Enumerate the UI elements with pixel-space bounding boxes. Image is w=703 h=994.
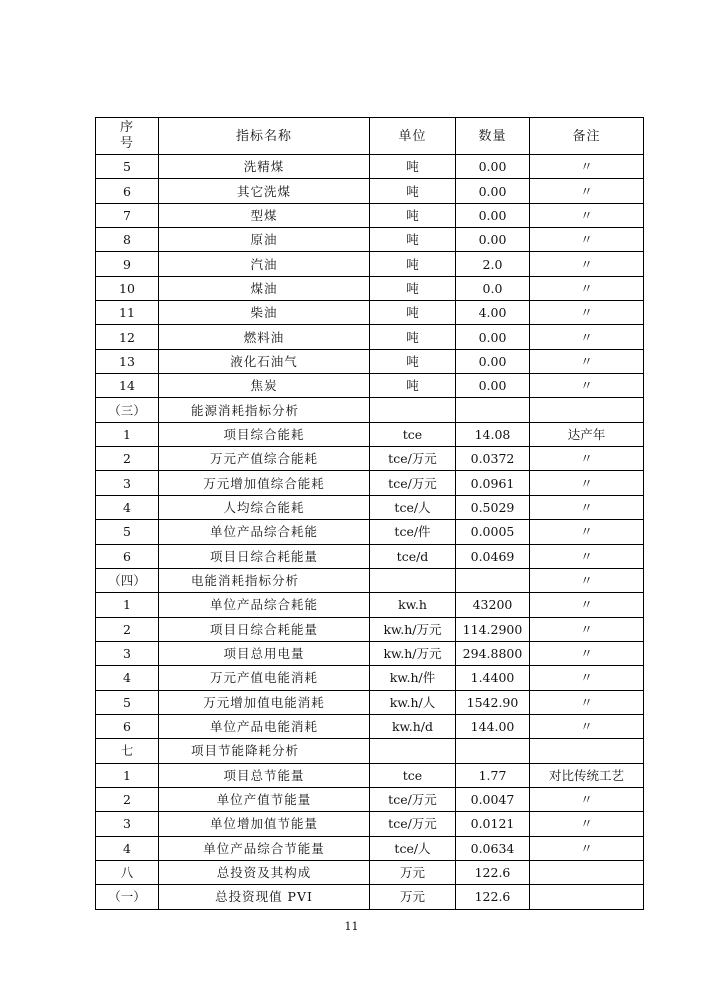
cell-seq: 3 <box>96 641 159 665</box>
cell-qty: 0.00 <box>456 155 530 179</box>
cell-note: 〃 <box>530 714 644 738</box>
cell-seq: 4 <box>96 495 159 519</box>
table-row <box>96 179 644 203</box>
cell-name: 项目总节能量 <box>159 763 370 787</box>
cell-unit: tce <box>370 763 456 787</box>
table-row <box>96 641 644 665</box>
cell-seq: 5 <box>96 155 159 179</box>
cell-name: 单位增加值节能量 <box>159 812 370 836</box>
cell-seq: 6 <box>96 179 159 203</box>
cell-name: 单位产品综合耗能 <box>159 520 370 544</box>
cell-unit: tce/人 <box>370 836 456 860</box>
cell-note <box>530 885 644 909</box>
cell-qty: 0.0 <box>456 276 530 300</box>
cell-unit: 吨 <box>370 228 456 252</box>
cell-seq: 12 <box>96 325 159 349</box>
cell-qty: 122.6 <box>456 860 530 884</box>
table-row <box>96 885 644 909</box>
cell-note: 〃 <box>530 666 644 690</box>
cell-qty: 0.00 <box>456 203 530 227</box>
cell-name: 项目节能降耗分析 <box>159 739 370 763</box>
cell-note: 〃 <box>530 520 644 544</box>
cell-unit: 吨 <box>370 155 456 179</box>
cell-seq: 9 <box>96 252 159 276</box>
cell-seq: 八 <box>96 860 159 884</box>
cell-note: 〃 <box>530 641 644 665</box>
cell-name: 项目日综合耗能量 <box>159 544 370 568</box>
cell-unit: kw.h/件 <box>370 666 456 690</box>
cell-note: 〃 <box>530 179 644 203</box>
cell-note: 〃 <box>530 690 644 714</box>
header-note: 备注 <box>530 118 644 155</box>
cell-unit: tce/万元 <box>370 787 456 811</box>
cell-seq: （四） <box>96 568 159 592</box>
cell-name: 项目总用电量 <box>159 641 370 665</box>
cell-qty: 0.0372 <box>456 447 530 471</box>
cell-unit: 吨 <box>370 252 456 276</box>
cell-unit: tce/万元 <box>370 447 456 471</box>
cell-unit <box>370 398 456 422</box>
table-row <box>96 422 644 446</box>
cell-name: 总投资现值 PVI <box>159 885 370 909</box>
cell-qty: 0.0634 <box>456 836 530 860</box>
cell-qty: 0.0005 <box>456 520 530 544</box>
cell-seq: 2 <box>96 617 159 641</box>
cell-unit: tce/d <box>370 544 456 568</box>
cell-note: 〃 <box>530 325 644 349</box>
cell-qty: 2.0 <box>456 252 530 276</box>
cell-qty: 43200 <box>456 593 530 617</box>
cell-unit: kw.h/人 <box>370 690 456 714</box>
cell-seq: 2 <box>96 787 159 811</box>
cell-qty: 294.8800 <box>456 641 530 665</box>
cell-name: 万元增加值电能消耗 <box>159 690 370 714</box>
cell-unit <box>370 568 456 592</box>
cell-qty: 1.4400 <box>456 666 530 690</box>
table-header-row <box>96 118 644 155</box>
cell-unit: tce <box>370 422 456 446</box>
table-row <box>96 836 644 860</box>
cell-note: 〃 <box>530 301 644 325</box>
cell-seq: 5 <box>96 690 159 714</box>
cell-unit: tce/人 <box>370 495 456 519</box>
table-row <box>96 860 644 884</box>
cell-unit: 万元 <box>370 885 456 909</box>
table-row <box>96 471 644 495</box>
cell-unit: kw.h/万元 <box>370 617 456 641</box>
cell-qty: 1542.90 <box>456 690 530 714</box>
cell-qty: 0.00 <box>456 179 530 203</box>
cell-qty: 0.0469 <box>456 544 530 568</box>
cell-note: 〃 <box>530 252 644 276</box>
table-row <box>96 374 644 398</box>
cell-note: 〃 <box>530 349 644 373</box>
cell-qty: 122.6 <box>456 885 530 909</box>
cell-note: 〃 <box>530 203 644 227</box>
cell-unit: 吨 <box>370 301 456 325</box>
cell-seq: 6 <box>96 714 159 738</box>
cell-seq: 3 <box>96 812 159 836</box>
cell-seq: 10 <box>96 276 159 300</box>
cell-note: 〃 <box>530 155 644 179</box>
cell-note: 〃 <box>530 836 644 860</box>
cell-unit: 吨 <box>370 179 456 203</box>
cell-note: 〃 <box>530 447 644 471</box>
cell-seq: 8 <box>96 228 159 252</box>
cell-unit: tce/万元 <box>370 471 456 495</box>
cell-note: 〃 <box>530 471 644 495</box>
cell-note: 对比传统工艺 <box>530 763 644 787</box>
cell-seq: 1 <box>96 422 159 446</box>
table-row <box>96 276 644 300</box>
cell-note <box>530 860 644 884</box>
cell-name: 项目日综合耗能量 <box>159 617 370 641</box>
header-seq-line1: 序 <box>119 120 134 135</box>
cell-name: 万元增加值综合能耗 <box>159 471 370 495</box>
cell-seq: 6 <box>96 544 159 568</box>
cell-note: 〃 <box>530 568 644 592</box>
cell-note: 〃 <box>530 374 644 398</box>
cell-qty <box>456 398 530 422</box>
header-seq-line2: 号 <box>119 136 134 151</box>
cell-unit: tce/万元 <box>370 812 456 836</box>
header-qty: 数量 <box>456 118 530 155</box>
cell-seq: （一） <box>96 885 159 909</box>
cell-qty: 0.00 <box>456 325 530 349</box>
cell-unit: kw.h/万元 <box>370 641 456 665</box>
table-row <box>96 447 644 471</box>
table-row <box>96 252 644 276</box>
table-row <box>96 398 644 422</box>
table-row <box>96 812 644 836</box>
table-row <box>96 349 644 373</box>
cell-name: 单位产品综合耗能 <box>159 593 370 617</box>
cell-name: 人均综合能耗 <box>159 495 370 519</box>
cell-seq: 14 <box>96 374 159 398</box>
cell-qty <box>456 739 530 763</box>
cell-qty: 0.0961 <box>456 471 530 495</box>
table-row <box>96 495 644 519</box>
cell-unit: 吨 <box>370 374 456 398</box>
cell-name: 煤油 <box>159 276 370 300</box>
cell-seq: 4 <box>96 666 159 690</box>
cell-qty: 0.0121 <box>456 812 530 836</box>
cell-qty: 4.00 <box>456 301 530 325</box>
cell-qty: 114.2900 <box>456 617 530 641</box>
table-row <box>96 301 644 325</box>
cell-seq: 1 <box>96 763 159 787</box>
cell-note <box>530 398 644 422</box>
cell-qty: 0.5029 <box>456 495 530 519</box>
cell-note: 〃 <box>530 787 644 811</box>
cell-unit: 吨 <box>370 325 456 349</box>
cell-unit: 吨 <box>370 349 456 373</box>
cell-qty: 1.77 <box>456 763 530 787</box>
cell-name: 单位产品电能消耗 <box>159 714 370 738</box>
table-row <box>96 568 644 592</box>
cell-name: 液化石油气 <box>159 349 370 373</box>
table-row <box>96 666 644 690</box>
cell-name: 其它洗煤 <box>159 179 370 203</box>
cell-note <box>530 739 644 763</box>
table-row <box>96 593 644 617</box>
table-row <box>96 203 644 227</box>
cell-seq: 7 <box>96 203 159 227</box>
cell-note: 〃 <box>530 276 644 300</box>
cell-unit: 万元 <box>370 860 456 884</box>
cell-qty: 144.00 <box>456 714 530 738</box>
table-row <box>96 520 644 544</box>
cell-name: 能源消耗指标分析 <box>159 398 370 422</box>
cell-name: 万元产值电能消耗 <box>159 666 370 690</box>
cell-name: 原油 <box>159 228 370 252</box>
cell-unit: kw.h/d <box>370 714 456 738</box>
cell-note: 〃 <box>530 544 644 568</box>
cell-unit: kw.h <box>370 593 456 617</box>
header-name: 指标名称 <box>159 118 370 155</box>
cell-name: 万元产值综合能耗 <box>159 447 370 471</box>
cell-seq: 4 <box>96 836 159 860</box>
cell-seq: 1 <box>96 593 159 617</box>
cell-seq: 5 <box>96 520 159 544</box>
table-row <box>96 763 644 787</box>
cell-qty: 14.08 <box>456 422 530 446</box>
cell-qty: 0.00 <box>456 349 530 373</box>
cell-qty <box>456 568 530 592</box>
cell-seq: 2 <box>96 447 159 471</box>
cell-qty: 0.00 <box>456 374 530 398</box>
cell-unit: tce/件 <box>370 520 456 544</box>
cell-name: 总投资及其构成 <box>159 860 370 884</box>
cell-name: 单位产值节能量 <box>159 787 370 811</box>
cell-name: 洗精煤 <box>159 155 370 179</box>
cell-unit <box>370 739 456 763</box>
cell-seq: 13 <box>96 349 159 373</box>
cell-seq: 3 <box>96 471 159 495</box>
cell-unit: 吨 <box>370 276 456 300</box>
cell-seq: （三） <box>96 398 159 422</box>
page-number: 11 <box>344 920 359 933</box>
cell-name: 汽油 <box>159 252 370 276</box>
table-row <box>96 714 644 738</box>
header-unit: 单位 <box>370 118 456 155</box>
table-row <box>96 787 644 811</box>
cell-name: 单位产品综合节能量 <box>159 836 370 860</box>
cell-name: 焦炭 <box>159 374 370 398</box>
energy-indicator-table <box>95 117 644 910</box>
header-seq <box>96 118 159 155</box>
table-row <box>96 690 644 714</box>
table-row <box>96 325 644 349</box>
cell-name: 电能消耗指标分析 <box>159 568 370 592</box>
table-row <box>96 228 644 252</box>
cell-name: 柴油 <box>159 301 370 325</box>
cell-note: 〃 <box>530 228 644 252</box>
cell-name: 型煤 <box>159 203 370 227</box>
cell-name: 项目综合能耗 <box>159 422 370 446</box>
cell-qty: 0.00 <box>456 228 530 252</box>
table-row <box>96 739 644 763</box>
cell-unit: 吨 <box>370 203 456 227</box>
table-row <box>96 155 644 179</box>
cell-note: 达产年 <box>530 422 644 446</box>
cell-qty: 0.0047 <box>456 787 530 811</box>
table-row <box>96 544 644 568</box>
cell-note: 〃 <box>530 812 644 836</box>
cell-name: 燃料油 <box>159 325 370 349</box>
cell-note: 〃 <box>530 617 644 641</box>
cell-seq: 七 <box>96 739 159 763</box>
cell-note: 〃 <box>530 495 644 519</box>
table-row <box>96 617 644 641</box>
cell-note: 〃 <box>530 593 644 617</box>
cell-seq: 11 <box>96 301 159 325</box>
